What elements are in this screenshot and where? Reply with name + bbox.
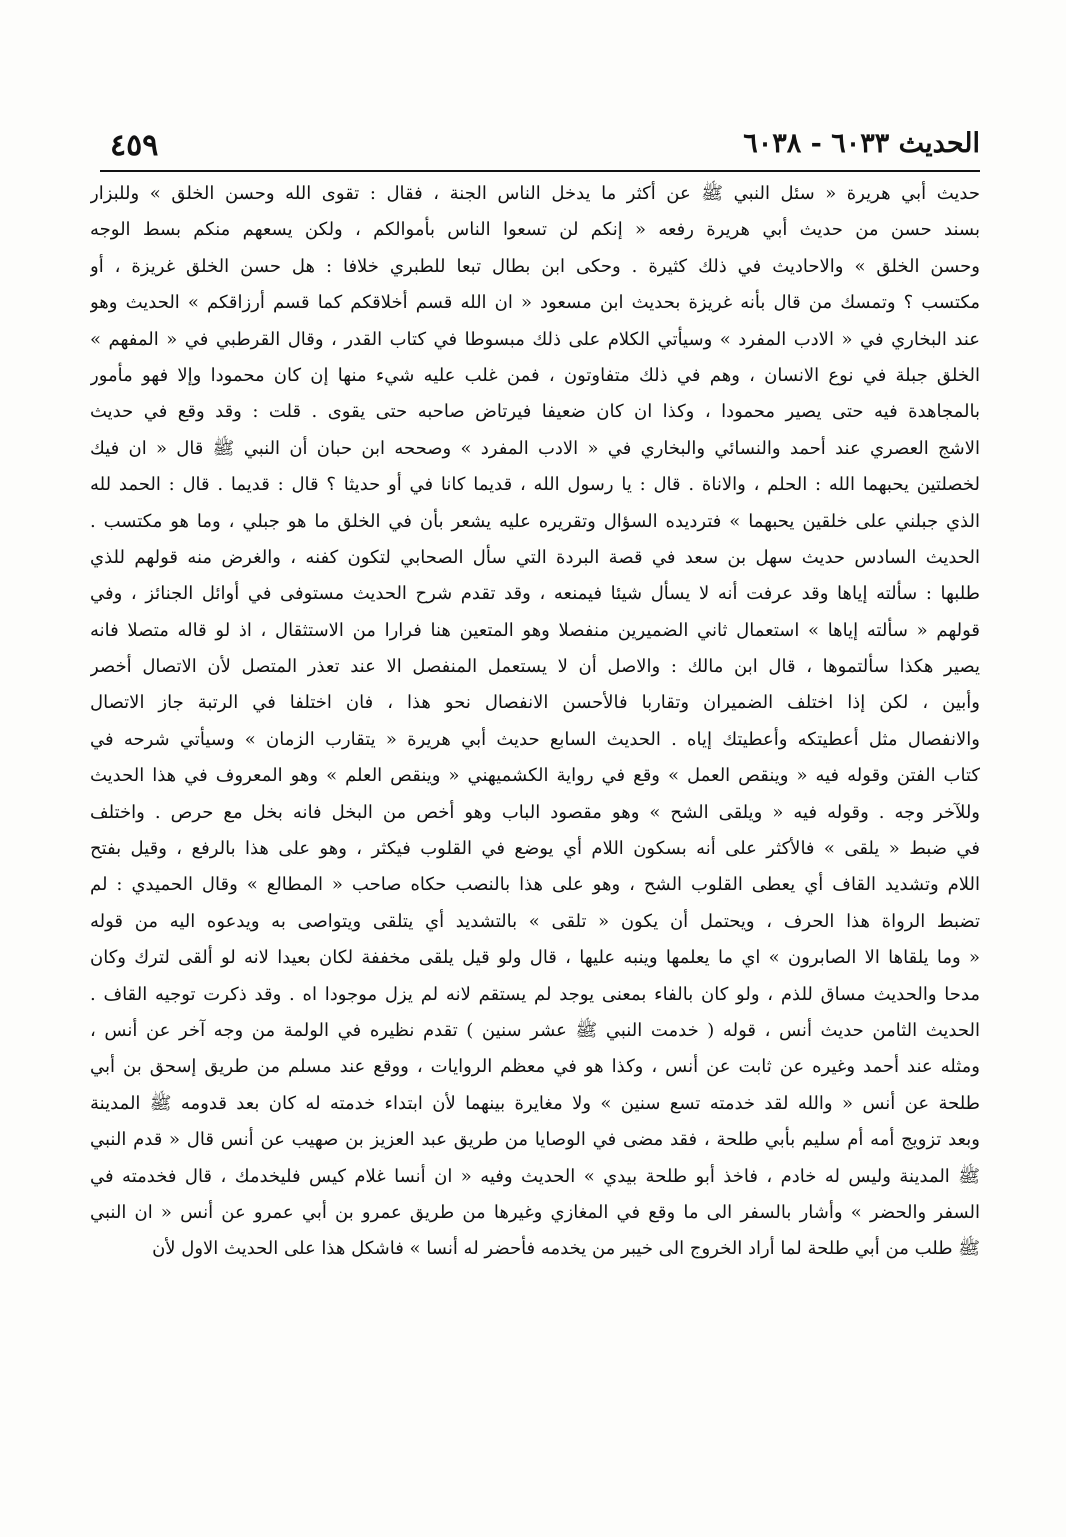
body-text <box>90 176 980 1268</box>
text-line: عند البخاري في « الادب المفرد » وسيأتي الكلام على ذلك مبسوطا في كتاب القدر ، وقال القرطبي في « المفهم » <box>90 328 980 350</box>
text-line: ومثله عند أحمد وغيره عن ثابت عن أنس ، وكذا هو في معظم الروايات ، ووقع عند مسلم من طريق إسحق بن أبي <box>90 1056 980 1078</box>
text-line: كتاب الفتن وقوله فيه « وينقص العمل » وقع في رواية الكشميهني « وينقص العلم » وهو المعروف في هذا الحديث <box>90 765 980 787</box>
text-line: الخلق جبلة في نوع الانسان ، وهم في ذلك متفاوتون ، فمن غلب عليه شيء منها إن كان محمودا وإلا فهو مأمور <box>90 364 980 386</box>
text-line: قولهم « سألته إياها » استعمال ثاني الضميرين منفصلا وهو المتعين هنا فرارا من الاستثقال ، اذ لو قاله متصلا فانه <box>90 619 980 641</box>
text-line: تضبط الرواة هذا الحرف ، ويحتمل أن يكون « تلقى » بالتشديد أي يتلقى ويتواصى به ويدعوه اليه من قوله <box>90 910 980 932</box>
text-line: الذي جبلني على خلقين يحبهما » فترديده السؤال وتقريره عليه يشعر بأن في الخلق ما هو جبلي ، وما هو مكتسب . <box>90 510 980 532</box>
text-line: الحديث السادس حديث سهل بن سعد في قصة البردة التي سأل الصحابي لتكون كفنه ، والغرض منه قولهم للذي <box>90 546 980 568</box>
text-line: مدحا والحديث مساق للذم ، ولو كان بالفاء بمعنى يوجد لم يستقم لانه لم يزل موجودا اه . وقد ذكرت توجيه القاف . <box>90 983 980 1005</box>
text-line: « وما يلقاها الا الصابرون » اي ما يعلمها وينبه عليها ، قال ولو قيل يلقى مخففة لكان بعيدا لانه لو ألقى لترك وكان <box>90 947 980 969</box>
text-line: اللام وتشديد القاف أي يعطى القلوب الشح ، وهو على هذا بالنصب حكاه صاحب « المطالع » وقال الحميدي : لم <box>90 874 980 896</box>
text-line: في ضبط « يلقى » فالأكثر على أنه بسكون اللام أي يوضع في القلوب فيكثر ، وهو على هذا بالرفع ، وقيل بفتح <box>90 838 980 860</box>
text-line: طلبها : سألته إياها وقد عرفت أنه لا يسأل شيئا فيمنعه ، وقد تقدم شرح الحديث مستوفى في أوائل الجنائز ، وفي <box>90 583 980 605</box>
text-line: وأبين ، لكن إذا اختلف الضميران وتقاربا فالأحسن الانفصال نحو هذا ، فان اختلفا في الرتبة جاز الاتصال <box>90 692 980 714</box>
text-line: لخصلتين يحبهما الله : الحلم ، والاناة . قال : يا رسول الله ، قديما كانا في أو حديثا ؟ قال : قديما . قال : الحمد لله <box>90 474 980 496</box>
text-line: ﷺ المدينة وليس له خادم ، فاخذ أبو طلحة بيدي » الحديث وفيه « ان أنسا غلام كيس فليخدمك ، قال فخدمته في <box>90 1165 980 1187</box>
text-line: ﷺ طلب من أبي طلحة لما أراد الخروج الى خيبر من يخدمه فأحضر له أنسا » فاشكل هذا على الحديث الاول لأن <box>152 1238 980 1260</box>
text-line: وللآخر وجه . وقوله فيه « ويلقى الشح » وهو مقصود الباب وهو أخص من البخل فانه بخل مع حرص . واختلف <box>90 801 980 823</box>
text-line: والانفصال مثل أعطيتكه وأعطيتك إياه . الحديث السابع حديث أبي هريرة « يتقارب الزمان » وسيأتي شرحه في <box>90 728 980 750</box>
text-line: الاشج العصري عند أحمد والنسائي والبخاري في « الادب المفرد » وصححه ابن حبان أن النبي ﷺ قال « ان فيك <box>90 437 980 459</box>
text-line: وحسن الخلق » والاحاديث في ذلك كثيرة . وحكى ابن بطال تبعا للطبري خلافا : هل حسن الخلق غريزة ، أو <box>90 255 980 277</box>
text-line: مكتسب ؟ وتمسك من قال بأنه غريزة بحديث ابن مسعود « ان الله قسم أخلاقكم كما قسم أرزاقكم » الحديث وهو <box>90 292 980 314</box>
page-number: ٤٥٩ <box>110 128 159 163</box>
page-header <box>100 128 980 172</box>
text-line: الحديث الثامن حديث أنس ، قوله ( خدمت النبي ﷺ عشر سنين ) تقدم نظيره في الولمة من وجه آخر عن أنس ، <box>90 1019 980 1041</box>
text-line: وبعد تزويج أمه أم سليم بأبي طلحة ، فقد مضى في الوصايا من طريق عبد العزيز بن صهيب عن أنس قال « قدم النبي <box>90 1129 980 1151</box>
text-line: بسند حسن من حديث أبي هريرة رفعه « إنكم لن تسعوا الناس بأموالكم ، ولكن يسعهم منكم بسط الوجه <box>90 219 980 241</box>
text-line: حديث أبي هريرة « سئل النبي ﷺ عن أكثر ما يدخل الناس الجنة ، فقال : تقوى الله وحسن الخلق » وللبزار <box>90 183 980 204</box>
header-rule <box>100 170 980 172</box>
running-title: الحديث ٦٠٣٣ - ٦٠٣٨ <box>743 128 980 159</box>
text-line: يصير هكذا سألتموها ، قال ابن مالك : والاصل أن لا يستعمل المنفصل الا عند تعذر المتصل لأن الاتصال أخصر <box>90 656 980 678</box>
text-line: طلحة عن أنس « والله لقد خدمته تسع سنين » ولا مغايرة بينهما لأن ابتداء خدمته له كان بعد قدومه ﷺ المدينة <box>90 1092 980 1114</box>
text-line: السفر والحضر » وأشار بالسفر الى ما وقع في المغازي وغيرها من طريق عمرو بن أبي عمرو عن أنس « ان النبي <box>90 1201 980 1223</box>
text-line: بالمجاهدة فيه حتى يصير محمودا ، وكذا ان كان ضعيفا فيرتاض صاحبه حتى يقوى . قلت : وقد وقع في حديث <box>90 401 980 423</box>
